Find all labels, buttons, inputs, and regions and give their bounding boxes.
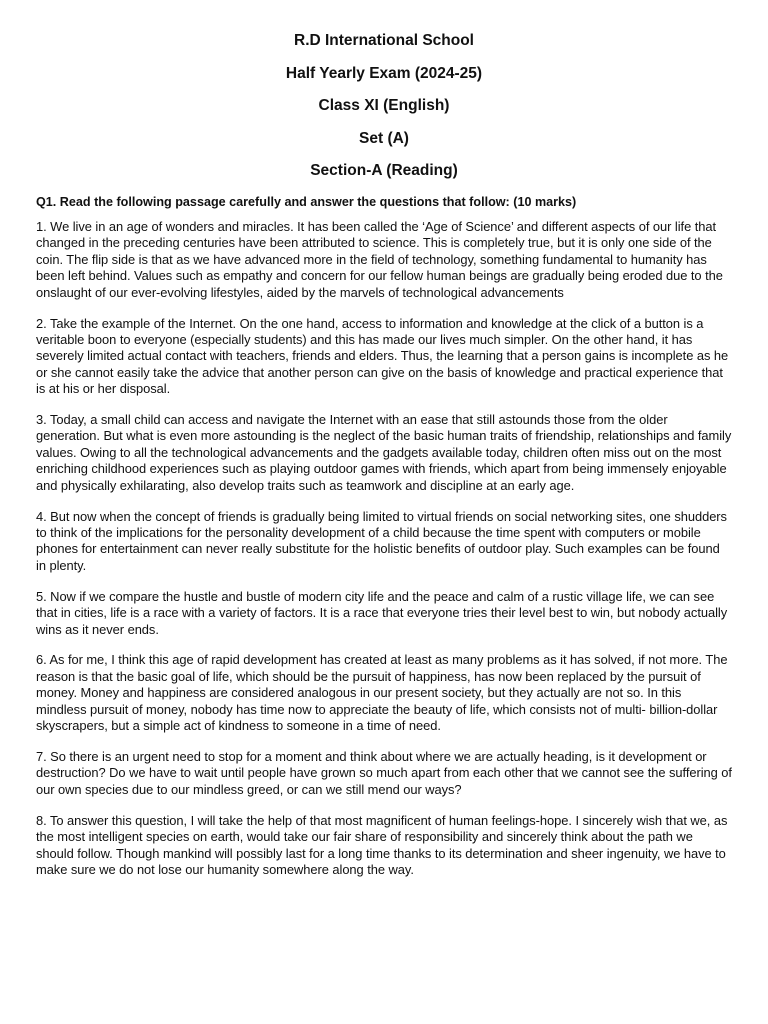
section-title: Section-A (Reading) xyxy=(310,162,458,179)
passage-paragraph-2: 2. Take the example of the Internet. On the one hand, access to information and knowledge at the click of a button is a veritable boon to everyone (especially students) and this has made our lives much simpler. On the other hand, it has severely limited actual contact with teachers, friends and elders. Thus, the learning that a person gains is incomplete as he or she cannot easily take the advice that another person can give on the basis of knowledge and practical experience that is at his or her disposal. xyxy=(36,315,729,397)
class-title: Class XI (English) xyxy=(318,97,450,114)
question-heading: Q1. Read the following passage carefully and answer the questions that follow: (10 marks) xyxy=(36,195,577,209)
passage-paragraph-3: 3. Today, a small child can access and navigate the Internet with an ease that still astounds those from the older generation. But what is even more astounding is the neglect of the basic human traits of friendship, relationships and family values. Owing to all the technological advancements and the gadgets available today, children often miss out on the most enriching childhood experiences such as playing outdoor games with friends, which apart from being immensely enjoyable and physically exhilarating, also develop traits such as teamwork and discipline at an early age. xyxy=(36,412,732,493)
passage-paragraph-1: 1. We live in an age of wonders and miracles. It has been called the ‘Age of Science’ and different aspects of our life that changed in the preceding centuries have been attributed to science. This is completely true, but it is only one side of the coin. The flip side is that as we have advanced more in the field of technology, something fundamental to humanity has been left behind. Values such as empathy and concern for our fellow human beings are gradually being eroded due to the onslaught of our ever-evolving lifestyles, aided by the marvels of technological advancements xyxy=(36,219,723,300)
passage-paragraph-5: 5. Now if we compare the hustle and bustle of modern city life and the peace and calm of a rustic village life, we can see that in cities, life is a race with a variety of factors. It is a race that everyone tries their level best to win, but nobody actually wins as it never ends. xyxy=(36,588,728,637)
passage-paragraph-4: 4. But now when the concept of friends is gradually being limited to virtual friends on social networking sites, one shudders to think of the implications for the personality development of a child because the time spent with computers or mobile phones for entertainment can never really substitute for the holistic benefits of outdoor play. Such examples can be found in plenty. xyxy=(36,508,727,573)
school-name: R.D International School xyxy=(294,32,474,49)
passage-paragraph-8: 8. To answer this question, I will take the help of that most magnificent of human feelings-hope. I sincerely wish that we, as the most intelligent species on earth, would take our fair share of responsibility and sincerely think about the path we should follow. Though mankind will possibly last for a long time thanks to its determination and sheer ingenuity, we have to make sure we do not lose our humanity somewhere along the way. xyxy=(36,812,728,877)
exam-page xyxy=(36,30,732,893)
passage-paragraph-6: 6. As for me, I think this age of rapid development has created at least as many problems as it has solved, if not more. The reason is that the basic goal of life, which should be the pursuit of happiness, has now been replaced by the pursuit of money. Money and happiness are considered analogous in our present society, but they actually are not so. In this mindless pursuit of money, nobody has time now to appreciate the beauty of life, which consists not of multi- billion-dollar skyscrapers, but a simple act of kindness to someone in a time of need. xyxy=(36,652,728,734)
passage-paragraph-7: 7. So there is an urgent need to stop for a moment and think about where we are actually heading, is it development or destruction? Do we have to wait until people have grown so much apart from each other that we cannot see the suffering of our own species due to our mindless greed, or can we still mend our ways? xyxy=(36,748,732,797)
set-title: Set (A) xyxy=(359,129,409,147)
exam-title: Half Yearly Exam (2024-25) xyxy=(285,64,483,82)
